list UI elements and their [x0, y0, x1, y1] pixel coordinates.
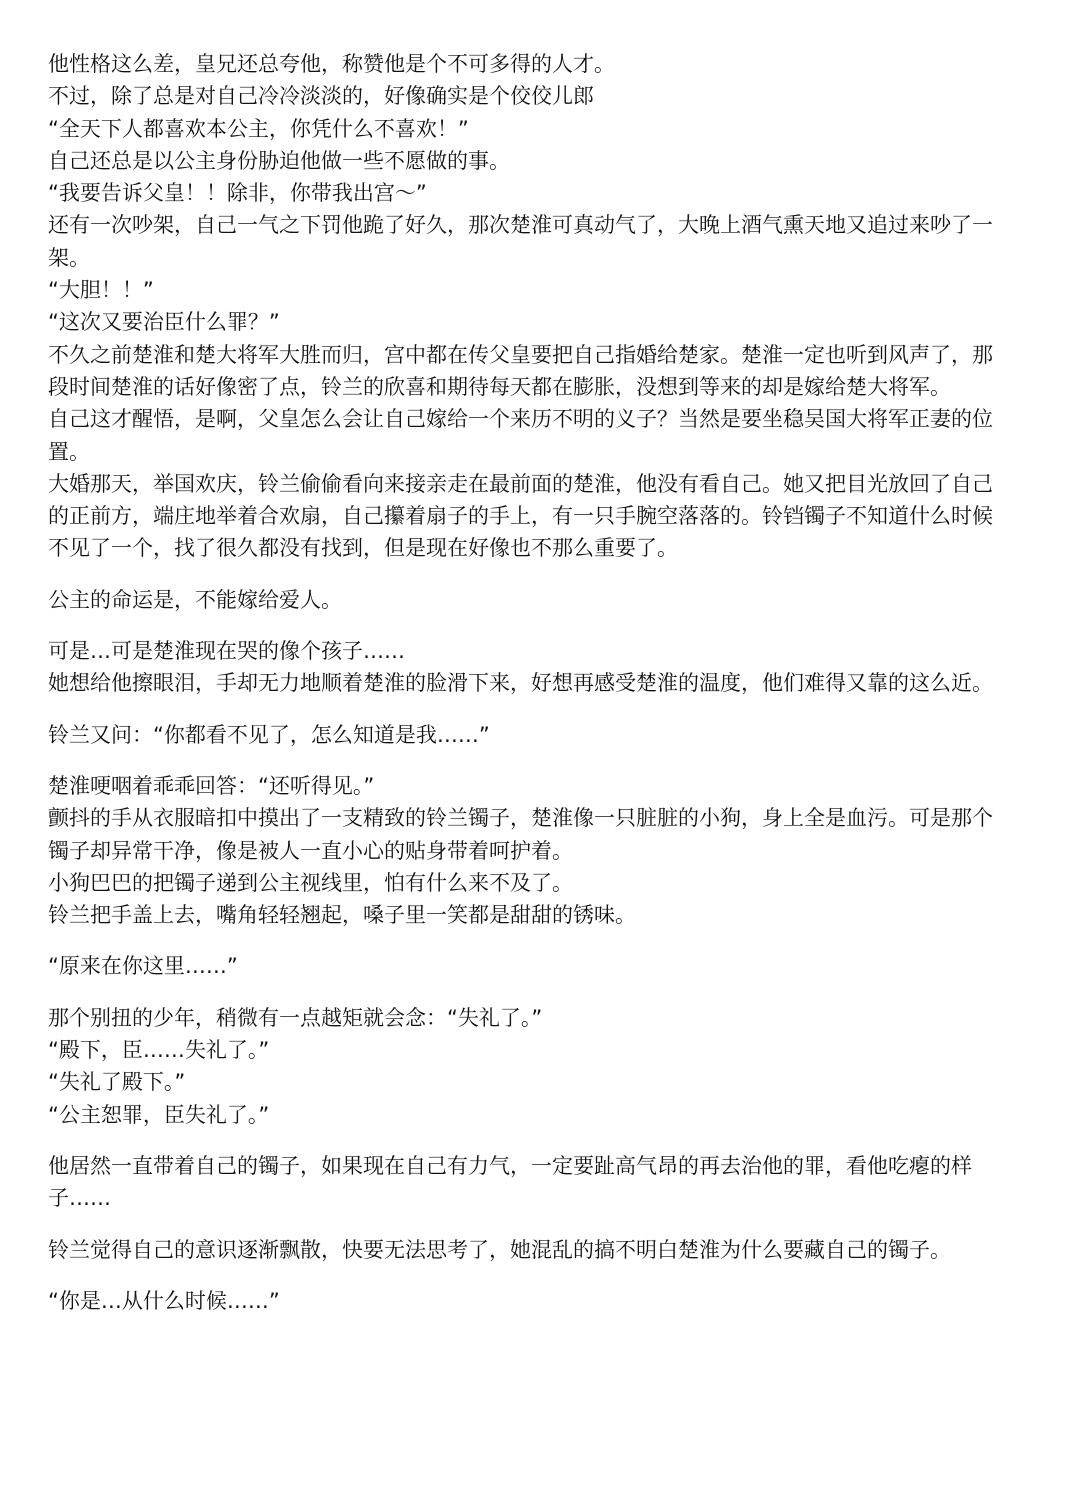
paragraph: 公主的命运是，不能嫁给爱人。 [48, 587, 342, 612]
paragraph: “我要告诉父皇！！除非，你带我出宫～” [48, 181, 427, 206]
paragraph: 铃兰把手盖上去，嘴角轻轻翘起，嗓子里一笑都是甜甜的锈味。 [48, 903, 636, 928]
paragraph: “全天下人都喜欢本公主，你凭什么不喜欢！” [48, 116, 469, 141]
paragraph: “你是…从什么时候……” [48, 1288, 280, 1313]
paragraph-spacer [48, 983, 1008, 1002]
article-body [48, 48, 1008, 1317]
paragraph: “原来在你这里……” [48, 954, 238, 979]
paragraph: 不久之前楚淮和楚大将军大胜而归，宫中都在传父皇要把自己指婚给楚家。楚淮一定也听到风声了，那段时间楚淮的话好像密了点，铃兰的欣喜和期待每天都在膨胀，没想到等来的却是嫁给楚大将军。 [48, 342, 993, 399]
paragraph: “公主恕罪，臣失礼了。” [48, 1102, 270, 1127]
paragraph: 可是…可是楚淮现在哭的像个孩子…… [48, 639, 405, 664]
paragraph-spacer [48, 751, 1008, 770]
paragraph-spacer [48, 616, 1008, 635]
paragraph: 小狗巴巴的把镯子递到公主视线里，怕有什么来不及了。 [48, 870, 573, 895]
paragraph: 她想给他擦眼泪，手却无力地顺着楚淮的脸滑下来，好想再感受楚淮的温度，他们难得又靠的这么近。 [48, 671, 993, 696]
paragraph: “大胆！！” [48, 278, 154, 303]
paragraph: 还有一次吵架，自己一气之下罚他跪了好久，那次楚淮可真动气了，大晚上酒气熏天地又追过来吵了一架。 [48, 213, 993, 270]
paragraph: “殿下，臣……失礼了。” [48, 1038, 270, 1063]
paragraph: 楚淮哽咽着乖乖回答：“还听得见。” [48, 773, 375, 798]
paragraph: 大婚那天，举国欢庆，铃兰偷偷看向来接亲走在最前面的楚淮，他没有看自己。她又把目光放回了自己的正前方，端庄地举着合欢扇，自己攥着扇子的手上，有一只手腕空落落的。铃铛镯子不知道什么时候不见了一个，找了很久都没有找到，但是现在好像也不那么重要了。 [48, 471, 993, 561]
paragraph: 他居然一直带着自己的镯子，如果现在自己有力气，一定要趾高气昂的再去治他的罪，看他吃瘪的样子…… [48, 1153, 972, 1211]
paragraph-spacer [48, 931, 1008, 950]
paragraph: 不过，除了总是对自己冷冷淡淡的，好像确实是个佼佼儿郎 [48, 84, 594, 109]
paragraph: 那个别扭的少年，稍微有一点越矩就会念：“失礼了。” [48, 1005, 543, 1030]
paragraph: 铃兰觉得自己的意识逐渐飘散，快要无法思考了，她混乱的搞不明白楚淮为什么要藏自己的镯子。 [48, 1237, 951, 1262]
paragraph: 他性格这么差，皇兄还总夸他，称赞他是个不可多得的人才。 [48, 52, 615, 76]
paragraph-spacer [48, 700, 1008, 719]
paragraph-spacer [48, 565, 1008, 584]
paragraph: 自己还总是以公主身份胁迫他做一些不愿做的事。 [48, 148, 510, 173]
paragraph: “这次又要治臣什么罪？” [48, 310, 280, 335]
paragraph: “失礼了殿下。” [48, 1070, 186, 1095]
paragraph-spacer [48, 1266, 1008, 1285]
paragraph: 铃兰又问：“你都看不见了，怎么知道是我……” [48, 722, 490, 747]
paragraph-spacer [48, 1215, 1008, 1234]
paragraph: 自己这才醒悟，是啊，父皇怎么会让自己嫁给一个来历不明的义子？当然是要坐稳吴国大将军正妻的位置。 [48, 407, 993, 464]
paragraph: 颤抖的手从衣服暗扣中摸出了一支精致的铃兰镯子，楚淮像一只脏脏的小狗，身上全是血污。可是那个镯子却异常干净，像是被人一直小心的贴身带着呵护着。 [48, 806, 993, 863]
paragraph-spacer [48, 1131, 1008, 1150]
